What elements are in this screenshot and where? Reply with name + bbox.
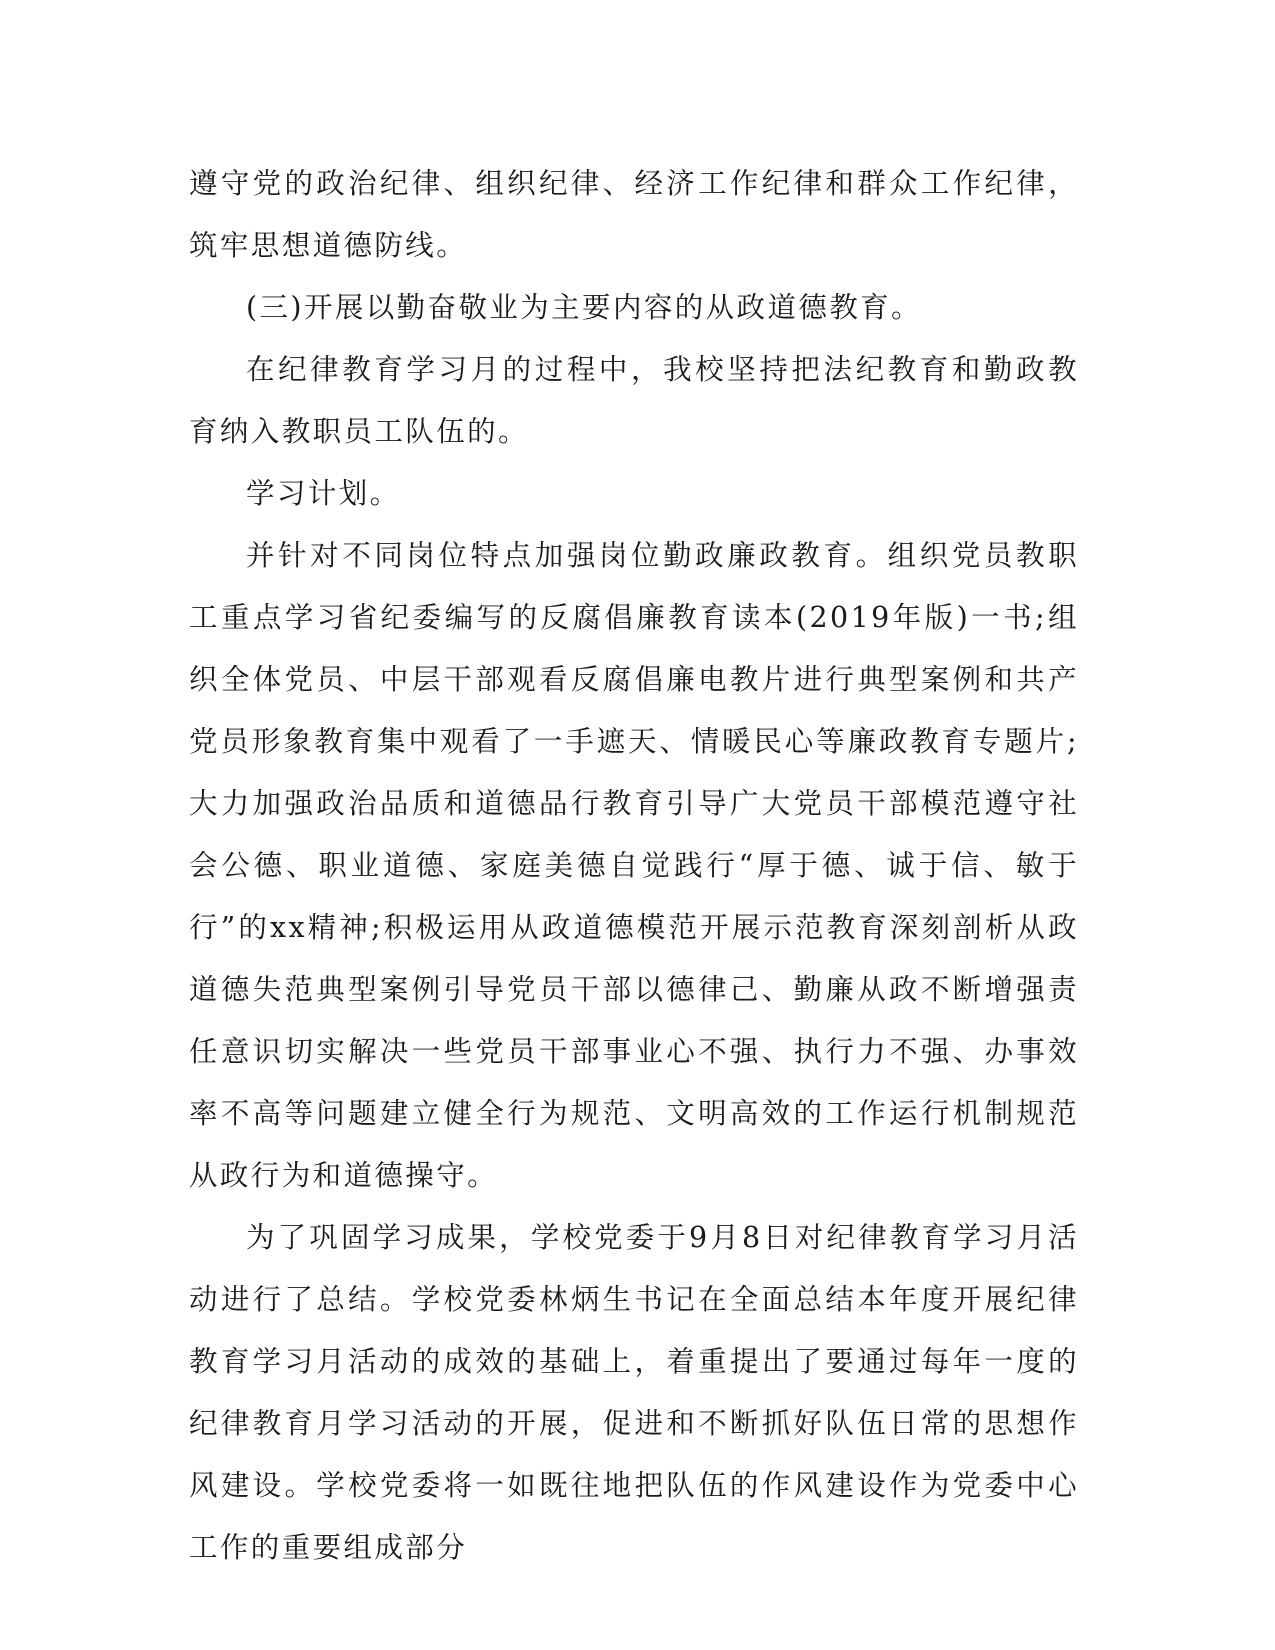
paragraph-continuation: 遵守党的政治纪律、组织纪律、经济工作纪律和群众工作纪律，筑牢思想道德防线。 [189,167,1079,262]
paragraph: 并针对不同岗位特点加强岗位勤政廉政教育。组织党员教职工重点学习省纪委编写的反腐倡廉教育读本(2019年版)一书;组织全体党员、中层干部观看反腐倡廉电教片进行典型案例和共产党员形象教育集中观看了一手遮天、情暖民心等廉政教育专题片;大力加强政治品质和道德品行教育引导广大党员干部模范遵守社会公德、职业道德、家庭美德自觉践行“厚于德、诚于信、敏于行”的xx精神;积极运用从政道德模范开展示范教育深刻剖析从政道德失范典型案例引导党员干部以德律己、勤廉从政不断增强责任意识切实解决一些党员干部事业心不强、执行力不强、办事效率不高等问题建立健全行为规范、文明高效的工作运行机制规范从政行为和道德操守。 [189,539,1079,1192]
paragraph: 在纪律教育学习月的过程中，我校坚持把法纪教育和勤政教育纳入教职员工队伍的。 [189,353,1079,448]
body-text [189,153,1079,1579]
paragraph: 学习计划。 [246,477,401,510]
paragraph: 为了巩固学习成果，学校党委于9月8日对纪律教育学习月活动进行了总结。学校党委林炳生书记在全面总结本年度开展纪律教育学习月活动的成效的基础上，着重提出了要通过每年一度的纪律教育月学习活动的开展，促进和不断抓好队伍日常的思想作风建设。学校党委将一如既往地把队伍的作风建设作为党委中心工作的重要组成部分 [189,1221,1079,1564]
paragraph-section-heading: (三)开展以勤奋敬业为主要内容的从政道德教育。 [246,291,922,324]
